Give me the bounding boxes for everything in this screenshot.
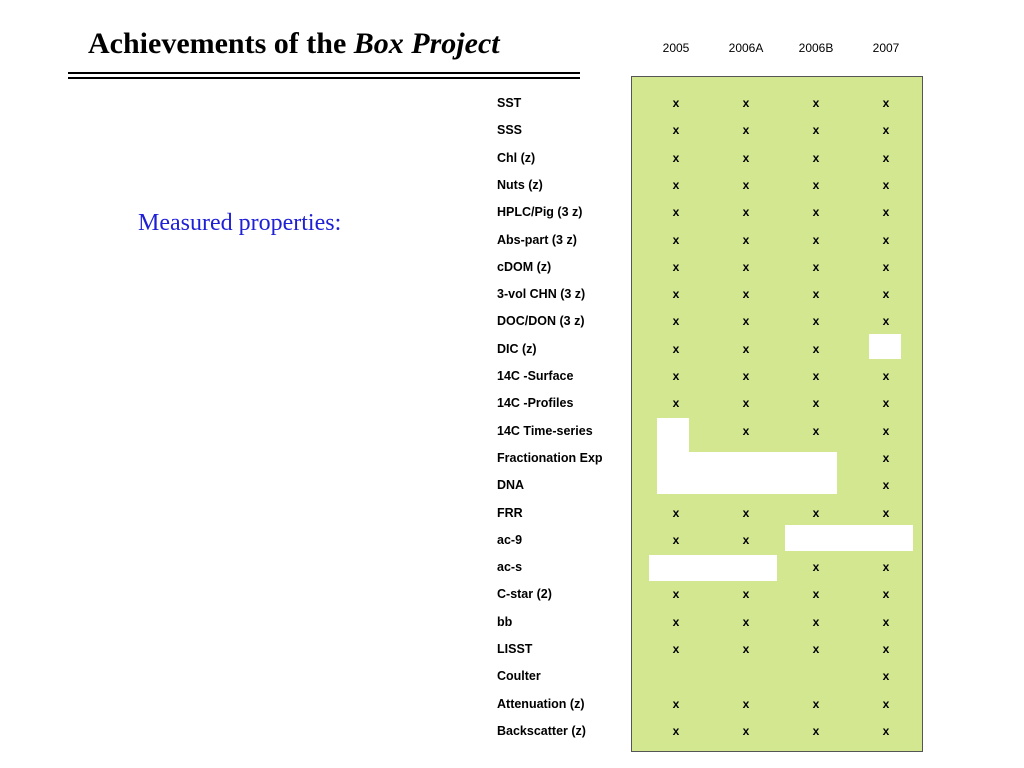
row-label: ac-9 [497, 532, 523, 547]
row-label: 14C -Profiles [497, 396, 574, 411]
measurement-mark: x [742, 587, 750, 602]
row-label: bb [497, 614, 513, 629]
row-label: 14C Time-series [497, 423, 593, 438]
title-rule-bottom [68, 77, 580, 79]
row-label: SSS [497, 123, 523, 138]
measurement-mark: x [742, 369, 750, 383]
measurement-mark: x [672, 696, 680, 711]
title-emphasis: Box Project [353, 27, 500, 60]
measurement-mark: x [742, 314, 750, 329]
measurement-mark: x [742, 505, 750, 520]
measured-properties-heading: Measured properties: [138, 210, 342, 236]
row-label: HPLC/Pig (3 z) [497, 205, 583, 220]
measurement-mark: x [672, 369, 680, 383]
row-label: DIC (z) [497, 341, 537, 356]
measurement-mark: x [882, 150, 890, 165]
measurement-mark: x [882, 450, 890, 465]
measurement-mark: x [742, 150, 750, 165]
measurement-mark: x [882, 560, 890, 575]
measurement-mark: x [742, 532, 750, 547]
row-label: Chl (z) [497, 150, 536, 165]
measurement-mark: x [812, 614, 820, 629]
row-label: DNA [497, 478, 525, 493]
measurement-mark: x [742, 123, 750, 138]
blank-cells-fractionation-dna [657, 452, 837, 494]
measurement-mark: x [742, 341, 750, 356]
measurement-mark: x [742, 423, 750, 438]
blank-cell-14c-timeseries-2005 [657, 418, 689, 452]
measurement-mark: x [742, 642, 750, 656]
row-label: Abs-part (3 z) [497, 232, 577, 247]
blank-cell-dic-2007 [869, 334, 901, 359]
column-header-2005: 2005 [662, 41, 690, 55]
row-label: Backscatter (z) [497, 723, 586, 738]
row-label: C-star (2) [497, 587, 552, 602]
row-label: ac-s [497, 560, 523, 575]
measurement-mark: x [882, 587, 890, 602]
measurement-mark: x [672, 396, 680, 411]
measurement-mark: x [882, 505, 890, 520]
row-label: 14C -Surface [497, 369, 574, 383]
measurement-mark: x [742, 96, 750, 110]
title-prefix: Achievements of the [88, 27, 354, 60]
measurement-mark: x [882, 423, 890, 438]
measurement-mark: x [672, 614, 680, 629]
row-label: LISST [497, 642, 533, 656]
blank-cells-acs-2005-2006a [649, 555, 777, 581]
measurement-mark: x [742, 696, 750, 711]
measurement-mark: x [812, 341, 820, 356]
measurement-mark: x [672, 123, 680, 138]
measurement-mark: x [742, 396, 750, 411]
measurement-mark: x [882, 96, 890, 110]
measurement-mark: x [882, 642, 890, 656]
measurement-mark: x [882, 259, 890, 274]
row-label: 3-vol CHN (3 z) [497, 287, 586, 302]
measurement-mark: x [672, 532, 680, 547]
measurement-mark: x [672, 259, 680, 274]
measurement-mark: x [882, 369, 890, 383]
measurement-mark: x [812, 287, 820, 302]
measurement-mark: x [882, 177, 890, 192]
measurement-mark: x [742, 614, 750, 629]
measurement-mark: x [672, 505, 680, 520]
row-label: Coulter [497, 669, 541, 684]
measurement-mark: x [672, 341, 680, 356]
measurement-mark: x [672, 177, 680, 192]
column-header-2006a: 2006A [728, 41, 764, 55]
measurement-mark: x [882, 123, 890, 138]
measurement-mark: x [672, 232, 680, 247]
measurement-mark: x [672, 205, 680, 220]
column-header-2006b: 2006B [798, 41, 834, 55]
measurement-mark: x [882, 614, 890, 629]
row-label: Fractionation Exp [497, 450, 603, 465]
measurement-mark: x [812, 259, 820, 274]
measurement-mark: x [812, 696, 820, 711]
row-label: FRR [497, 505, 523, 520]
measurement-mark: x [742, 287, 750, 302]
measurement-mark: x [742, 232, 750, 247]
title-rule-top [68, 72, 580, 74]
measurement-mark: x [882, 723, 890, 738]
measurement-mark: x [742, 723, 750, 738]
measurement-mark: x [812, 642, 820, 656]
measurement-mark: x [812, 560, 820, 575]
measurement-mark: x [672, 150, 680, 165]
measurement-mark: x [742, 177, 750, 192]
measurement-mark: x [812, 587, 820, 602]
measurement-mark: x [812, 205, 820, 220]
measurement-mark: x [672, 314, 680, 329]
measurement-mark: x [882, 232, 890, 247]
measurement-mark: x [882, 478, 890, 493]
measurement-mark: x [882, 396, 890, 411]
measurement-mark: x [812, 96, 820, 110]
measurement-mark: x [812, 369, 820, 383]
measurement-mark: x [742, 205, 750, 220]
measurement-mark: x [672, 587, 680, 602]
measurement-mark: x [672, 287, 680, 302]
measurement-mark: x [812, 505, 820, 520]
slide-title [88, 26, 500, 62]
measurement-mark: x [672, 642, 680, 656]
measurement-mark: x [882, 669, 890, 684]
column-header-2007: 2007 [872, 41, 900, 55]
measurement-mark: x [812, 314, 820, 329]
measurement-mark: x [742, 259, 750, 274]
measurement-mark: x [882, 287, 890, 302]
row-label: SST [497, 96, 522, 110]
measurement-mark: x [882, 205, 890, 220]
blank-cells-ac9-2006b-2007 [785, 525, 913, 551]
measurement-mark: x [672, 723, 680, 738]
row-label: DOC/DON (3 z) [497, 314, 585, 329]
measurement-mark: x [812, 423, 820, 438]
measurement-mark: x [882, 314, 890, 329]
measurement-mark: x [812, 232, 820, 247]
measurement-mark: x [812, 150, 820, 165]
row-label: Attenuation (z) [497, 696, 585, 711]
row-label: cDOM (z) [497, 259, 552, 274]
measurement-mark: x [812, 723, 820, 738]
measurement-mark: x [882, 696, 890, 711]
measurement-mark: x [812, 177, 820, 192]
row-label: Nuts (z) [497, 177, 543, 192]
measurement-mark: x [812, 396, 820, 411]
measurement-mark: x [672, 96, 680, 110]
measurement-mark: x [812, 123, 820, 138]
